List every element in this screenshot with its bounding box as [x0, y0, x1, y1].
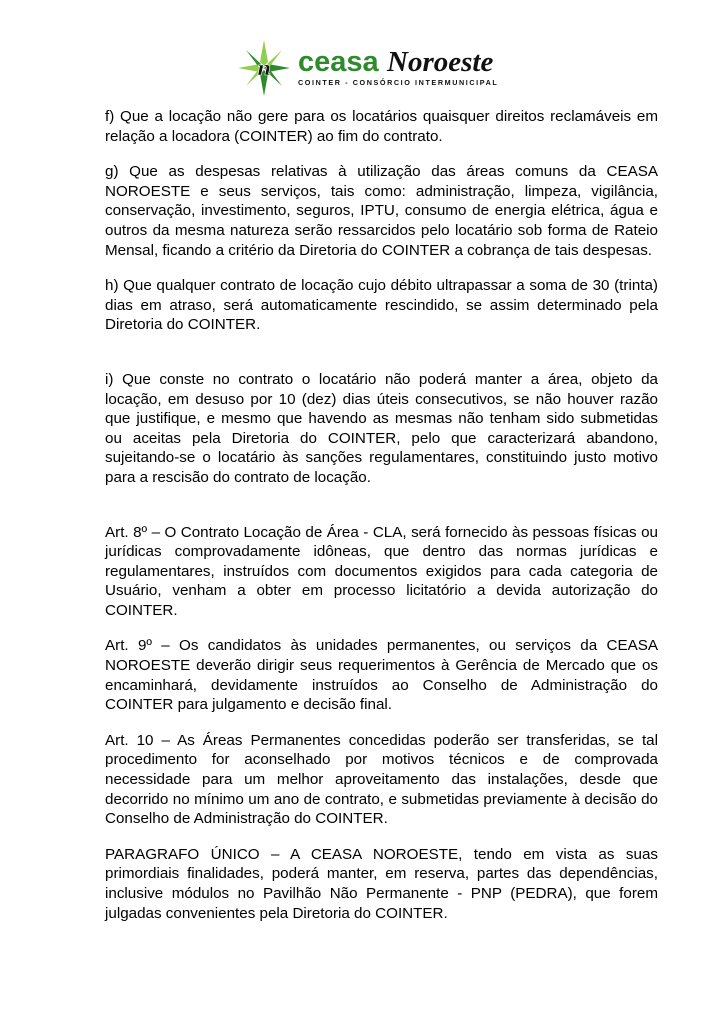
clause-i: i) Que conste no contrato o locatário não poderá manter a área, objeto da locação, em desuso por 10 (dez) dias úteis consecutivos, se não houver razão que justifique, e mesmo que havendo as mesmas não tenham sido submetidas ou aceitas pela Diretoria do COINTER, pelo que caracterizará abandono, sujeitando-se o locatário às sanções regulamentares, constituindo justo motivo para a rescisão do contrato de locação. — [105, 370, 658, 486]
article-10: Art. 10 – As Áreas Permanentes concedidas poderão ser transferidas, se tal procedimento for aconselhado por motivos técnicos e de comprovada necessidade para um melhor aproveitamento das instalações, desde que decorrido no mínimo um ano de contrato, e submetidas previamente à decisão do Conselho de Administração do COINTER. — [105, 731, 658, 828]
clause-h: h) Que qualquer contrato de locação cujo débito ultrapassar a soma de 30 (trinta) dias em atraso, será automaticamente rescindido, se assim determinado pela Diretoria do COINTER. — [105, 277, 658, 334]
document-body — [105, 107, 658, 923]
article-9: Art. 9º – Os candidatos às unidades permanentes, ou serviços da CEASA NOROESTE deverão dirigir seus requerimentos à Gerência de Mercado que os encaminhará, devidamente instruídos ao Conselho de Administração do COINTER para julgamento e decisão final. — [105, 637, 658, 714]
logo-graphic — [236, 38, 536, 98]
clause-g: g) Que as despesas relativas à utilização das áreas comuns da CEASA NOROESTE e seus serviços, tais como: administração, limpeza, vigilância, conservação, investimento, seguros, IPTU, consumo de energia elétrica, água e outros da mesma natureza serão ressarcidos pelo locatário sob forma de Rateio Mensal, ficando a critério da Diretoria do COINTER a cobrança de tais despesas. — [105, 163, 658, 259]
logo-brand-noroeste: Noroeste — [387, 46, 494, 78]
paragrafo-unico: PARAGRAFO ÚNICO – A CEASA NOROESTE, tendo em vista as suas primordiais finalidades, poderá manter, em reserva, partes das dependências, inclusive módulos no Pavilhão Não Permanente - PNP (PEDRA), que forem julgadas convenientes pela Diretoria do COINTER. — [105, 845, 658, 922]
logo-initial: n — [256, 56, 272, 80]
logo-tagline: COINTER - CONSÓRCIO INTERMUNICIPAL — [298, 78, 499, 87]
ceasa-noroeste-logo — [236, 38, 536, 98]
article-8: Art. 8º – O Contrato Locação de Área - CLA, será fornecido às pessoas físicas ou jurídicas comprovadamente idôneas, que dentro das normas jurídicas e regulamentares, instruídos com documentos exigidos para cada categoria de Usuário, venham a obter em processo licitatório a devida autorização do COINTER. — [105, 523, 658, 619]
clause-f: f) Que a locação não gere para os locatários quaisquer direitos reclamáveis em relação a locadora (COINTER) ao fim do contrato. — [105, 108, 658, 145]
logo-brand-ceasa: ceasa — [298, 46, 379, 78]
